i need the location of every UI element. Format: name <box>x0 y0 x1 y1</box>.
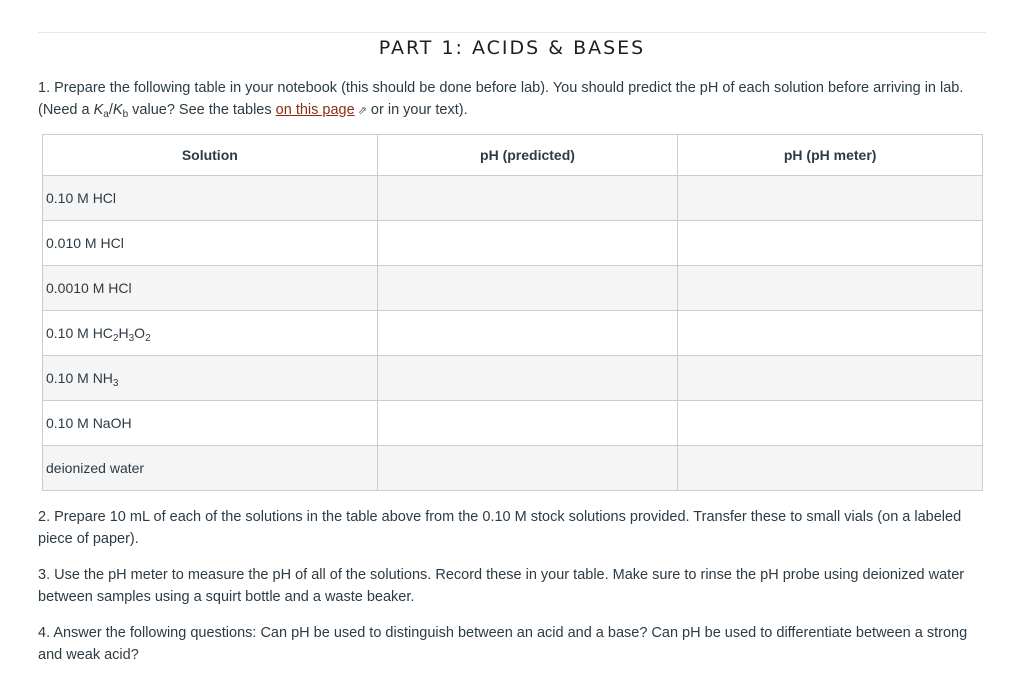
solution-cell: 0.10 M $HC_2H_3O_2$ <box>43 311 378 356</box>
column-header-solution: Solution <box>43 135 378 176</box>
solution-cell: deionized water <box>43 446 378 491</box>
table-row <box>43 401 983 446</box>
step-3-paragraph: 3. Use the pH meter to measure the pH of all of the solutions. Record these in your table. Make sure to rinse the pH probe using deionized water between samples using a squirt bottle and a waste beaker. <box>38 567 965 605</box>
step-1-text-before: 1. Prepare the following table in your notebook (this should be done before lab). You should predict the pH of each solution before arriving in lab. (Need a <box>38 80 964 118</box>
ph-meter-cell <box>678 266 983 311</box>
ph-meter-cell <box>678 176 983 221</box>
table-row <box>43 221 983 266</box>
solution-cell: 0.10 M $NH_3$ <box>43 356 378 401</box>
ph-predicted-cell <box>377 311 678 356</box>
table-row <box>43 266 983 311</box>
solution-cell: 0.10 M NaOH <box>43 401 378 446</box>
ph-predicted-cell <box>377 266 678 311</box>
ph-predicted-cell <box>377 221 678 266</box>
ph-meter-cell <box>678 401 983 446</box>
ph-meter-cell <box>678 311 983 356</box>
table-row <box>43 356 983 401</box>
step-4-paragraph: 4. Answer the following questions: Can pH be used to distinguish between an acid and a base? Can pH be used to differentiate between a strong and weak acid? <box>38 625 968 663</box>
ph-meter-cell <box>678 221 983 266</box>
table-row <box>43 311 983 356</box>
step-1-text-mid: value? See the tables <box>128 102 276 118</box>
step-1-text-after: or in your text). <box>370 102 468 118</box>
ph-meter-cell <box>678 356 983 401</box>
solution-cell: 0.0010 M HCl <box>43 266 378 311</box>
external-link-icon[interactable]: ⇗ <box>357 105 367 117</box>
table-row <box>43 446 983 491</box>
ph-predicted-cell <box>377 356 678 401</box>
tables-link[interactable]: on this page <box>275 102 355 118</box>
solutions-table <box>42 134 983 491</box>
ph-predicted-cell <box>377 401 678 446</box>
ph-predicted-cell <box>377 176 678 221</box>
page-title: PART 1: ACIDS & BASES <box>378 37 646 59</box>
ph-predicted-cell <box>377 446 678 491</box>
step-1-paragraph <box>38 77 978 122</box>
solution-cell: 0.10 M HCl <box>43 176 378 221</box>
ka-kb-label: $K_a/K_b$ <box>93 102 129 120</box>
ph-meter-cell <box>678 446 983 491</box>
table-row <box>43 176 983 221</box>
column-header-ph-predicted: pH (predicted) <box>377 135 678 176</box>
table-header-row <box>43 135 983 176</box>
top-divider <box>38 32 986 33</box>
column-header-ph-meter: pH (pH meter) <box>678 135 983 176</box>
step-2-paragraph: 2. Prepare 10 mL of each of the solutions in the table above from the 0.10 M stock solutions provided. Transfer these to small vials (on a labeled piece of paper). <box>38 509 962 547</box>
solution-cell: 0.010 M HCl <box>43 221 378 266</box>
